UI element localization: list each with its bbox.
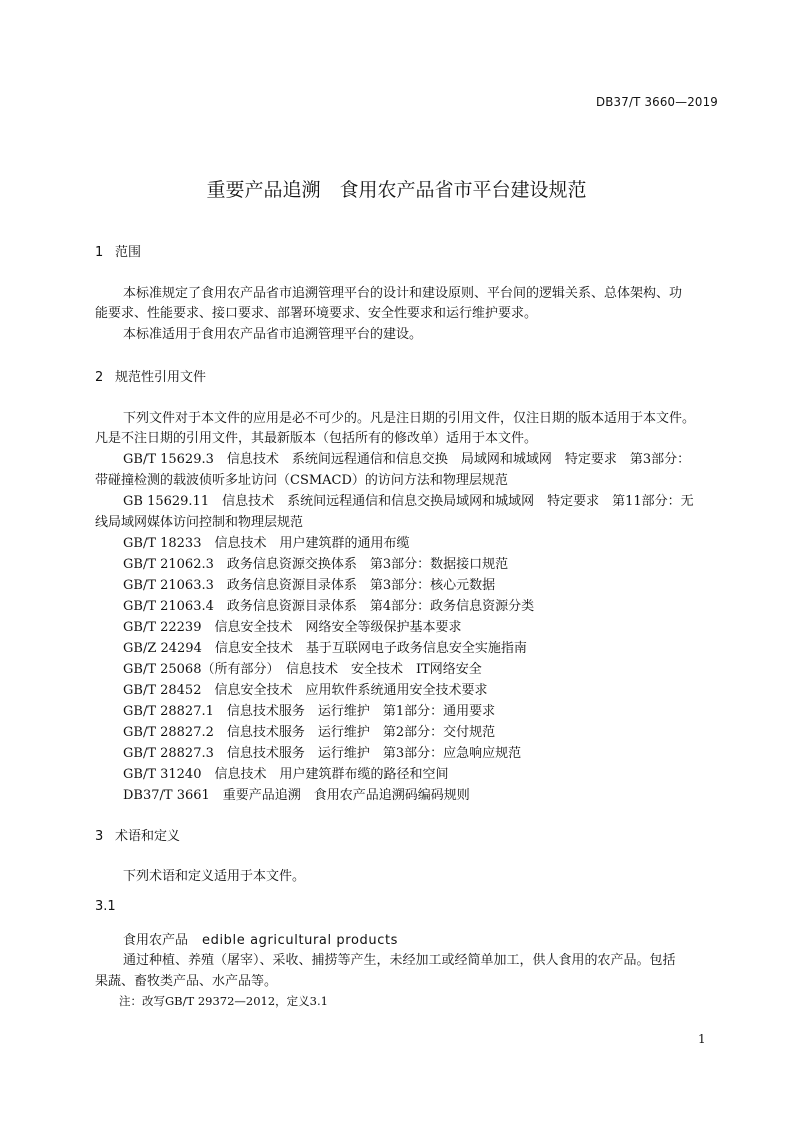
paragraph-line: 凡是不注日期的引用文件，其最新版本（包括所有的修改单）适用于本文件。 xyxy=(95,431,538,446)
section-3-heading xyxy=(95,825,180,844)
reference-item: GB/T 28452 信息安全技术 应用软件系统通用安全技术要求 xyxy=(123,683,488,698)
reference-item: GB/T 25068（所有部分） 信息技术 安全技术 IT网络安全 xyxy=(123,662,482,677)
reference-item: GB/T 28827.3 信息技术服务 运行维护 第3部分：应急响应规范 xyxy=(123,746,522,761)
section-title: 规范性引用文件 xyxy=(115,370,207,385)
reference-item-continuation: 线局域网媒体访问控制和物理层规范 xyxy=(95,515,304,530)
reference-item: GB/T 22239 信息安全技术 网络安全等级保护基本要求 xyxy=(123,620,462,635)
paragraph-line: 下列术语和定义适用于本文件。 xyxy=(123,869,306,884)
reference-item: DB37/T 3661 重要产品追溯 食用农产品追溯码编码规则 xyxy=(123,788,470,803)
reference-item-continuation: 带碰撞检测的载波侦听多址访问（CSMACD）的访问方法和物理层规范 xyxy=(95,473,508,488)
document-code: DB37/T 3660—2019 xyxy=(596,95,718,109)
reference-item: GB 15629.11 信息技术 系统间远程通信和信息交换局域网和城域网 特定要求 第11部分：无 xyxy=(123,494,694,509)
section-number: 2 xyxy=(95,370,104,385)
section-1-heading xyxy=(95,241,141,260)
paragraph-line: 本标准规定了食用农产品省市追溯管理平台的设计和建设原则、平台间的逻辑关系、总体架构、功 xyxy=(123,286,683,301)
definition-line: 果蔬、畜牧类产品、水产品等。 xyxy=(95,974,278,989)
paragraph-line: 下列文件对于本文件的应用是必不可少的。凡是注日期的引用文件，仅注日期的版本适用于本文件。 xyxy=(123,411,696,426)
document-title: 重要产品追溯 食用农产品省市平台建设规范 xyxy=(206,179,587,201)
section-2-heading xyxy=(95,366,206,385)
term-chinese: 食用农产品 xyxy=(123,933,189,948)
reference-item: GB/T 31240 信息技术 用户建筑群布缆的路径和空间 xyxy=(123,767,449,782)
subclause-number: 3.1 xyxy=(95,899,116,914)
section-title: 范围 xyxy=(115,245,142,260)
definition-line: 通过种植、养殖（屠宰）、采收、捕捞等产生，未经加工或经简单加工，供人食用的农产品。包括 xyxy=(123,953,676,968)
page-number: 1 xyxy=(698,1032,706,1046)
section-number: 3 xyxy=(95,829,104,844)
paragraph-line: 本标准适用于食用农产品省市追溯管理平台的建设。 xyxy=(123,327,423,342)
reference-item: GB/T 21063.4 政务信息资源目录体系 第4部分：政务信息资源分类 xyxy=(123,599,535,614)
term-entry xyxy=(123,929,398,948)
section-title: 术语和定义 xyxy=(115,829,181,844)
section-number: 1 xyxy=(95,245,104,260)
definition-note: 注：改写GB/T 29372—2012，定义3.1 xyxy=(119,994,328,1008)
reference-item: GB/T 18233 信息技术 用户建筑群的通用布缆 xyxy=(123,536,410,551)
reference-item: GB/T 15629.3 信息技术 系统间远程通信和信息交换 局域网和城域网 特定要求 第3部分： xyxy=(123,452,691,467)
reference-item: GB/Z 24294 信息安全技术 基于互联网电子政务信息安全实施指南 xyxy=(123,641,527,656)
reference-item: GB/T 28827.1 信息技术服务 运行维护 第1部分：通用要求 xyxy=(123,704,496,719)
paragraph-line: 能要求、性能要求、接口要求、部署环境要求、安全性要求和运行维护要求。 xyxy=(95,306,538,321)
reference-item: GB/T 21062.3 政务信息资源交换体系 第3部分：数据接口规范 xyxy=(123,557,509,572)
reference-item: GB/T 28827.2 信息技术服务 运行维护 第2部分：交付规范 xyxy=(123,725,496,740)
term-english: edible agricultural products xyxy=(202,933,399,948)
reference-item: GB/T 21063.3 政务信息资源目录体系 第3部分：核心元数据 xyxy=(123,578,496,593)
